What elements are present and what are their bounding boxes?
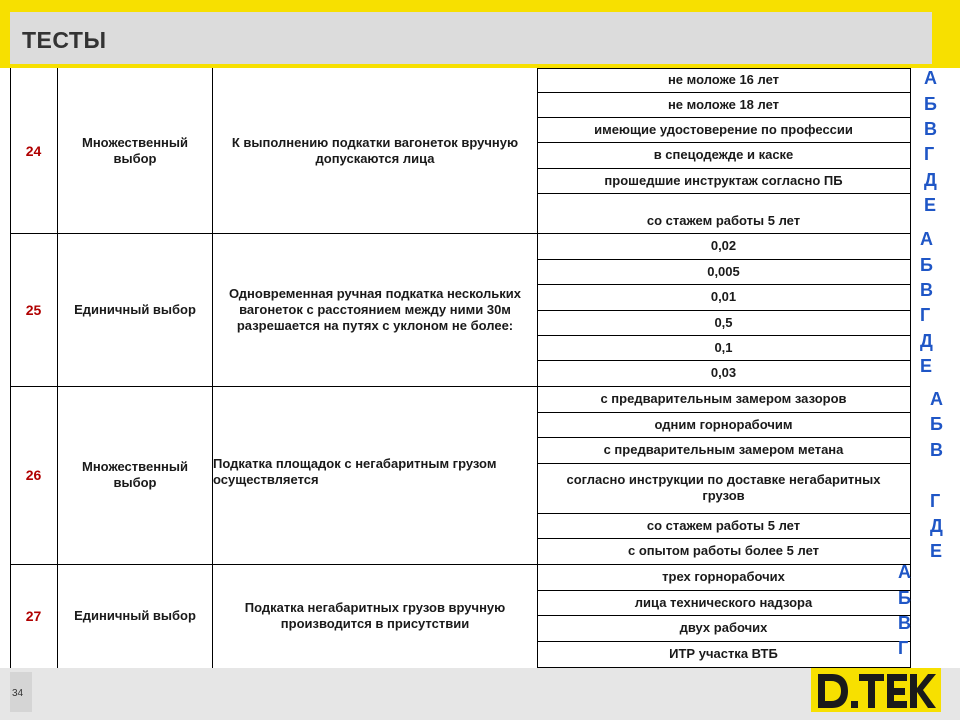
option-letter: В — [924, 119, 937, 139]
option-letter: А — [920, 229, 933, 249]
page-title: ТЕСТЫ — [22, 27, 107, 53]
answer-option: 0,5 — [714, 314, 733, 330]
answer-option: 0,03 — [710, 365, 737, 380]
answer-option: в спецодежде и каске — [653, 147, 794, 162]
question-number: 26 — [25, 467, 42, 483]
answer-option: двух рабочих — [679, 620, 768, 635]
option-letter: Б — [898, 588, 911, 608]
option-letter: Г — [898, 638, 909, 658]
answer-option: одним горнорабочим — [654, 416, 793, 432]
answer-option: 0,005 — [707, 263, 740, 279]
answer-option: с предварительным замером метана — [603, 442, 844, 457]
question-text: Одновременная ручная подкатка нескольких вагонеток с расстоянием между ними 30м разрешается на путях с уклоном не более: — [228, 285, 522, 333]
answer-option: прошедшие инструктаж согласно ПБ — [604, 172, 843, 188]
question-type: Единичный выбор — [74, 301, 196, 317]
answer-option: согласно инструкции по доставке негабаритных грузов — [566, 472, 881, 503]
option-letter: В — [920, 280, 933, 300]
answer-option: 0,01 — [710, 289, 737, 304]
question-text: К выполнению подкатки вагонеток вручную допускаются лица — [231, 134, 519, 166]
answer-option: не моложе 18 лет — [667, 96, 780, 112]
question-number: 25 — [25, 301, 42, 318]
question-text: Подкатка площадок с негабаритным грузом осуществляется — [213, 456, 497, 487]
questions-table — [10, 68, 943, 668]
option-letter: В — [930, 440, 943, 460]
option-letter: Г — [920, 305, 931, 325]
answer-option: ИТР участка ВТБ — [669, 646, 778, 661]
question-type: Множественный выбор — [82, 459, 188, 490]
answer-option: со стажем работы 5 лет — [646, 517, 801, 533]
option-letter: Б — [924, 94, 937, 114]
answer-option: 0,1 — [714, 339, 733, 355]
dtek-logo — [814, 670, 938, 712]
answer-option: со стажем работы 5 лет — [646, 212, 801, 228]
answer-option: 0,02 — [710, 238, 737, 253]
option-letter: Б — [930, 414, 943, 434]
question-type: Единичный выбор — [74, 608, 196, 623]
page-number: 34 — [12, 688, 24, 699]
option-letter: Е — [924, 195, 937, 215]
answer-option: с опытом работы более 5 лет — [628, 543, 819, 558]
answer-option: трех горнорабочих — [662, 569, 785, 584]
answer-option: имеющие удостоверение по профессии — [594, 121, 853, 137]
question-number: 24 — [25, 142, 42, 159]
title-banner — [10, 12, 932, 64]
option-letter: А — [930, 389, 943, 409]
option-letter: Г — [924, 144, 935, 164]
answer-option: с предварительным замером зазоров — [600, 391, 847, 406]
option-letter: Д — [930, 516, 943, 536]
option-letter: Г — [930, 491, 941, 511]
question-text: Подкатка негабаритных грузов вручную производится в присутствии — [244, 600, 506, 631]
option-letter: А — [898, 562, 911, 582]
question-number: 27 — [25, 608, 42, 624]
option-letter: Б — [920, 255, 933, 275]
option-letter: Е — [930, 541, 943, 561]
option-letter: В — [898, 613, 911, 633]
column-divider — [212, 68, 213, 668]
option-letter: Д — [920, 331, 933, 351]
answer-option: лица технического надзора — [634, 594, 813, 610]
question-type: Множественный выбор — [82, 134, 188, 166]
option-letter: Е — [920, 356, 933, 376]
option-letter: А — [924, 68, 937, 88]
option-letter: Д — [924, 170, 937, 190]
answer-option: не моложе 16 лет — [667, 72, 780, 87]
